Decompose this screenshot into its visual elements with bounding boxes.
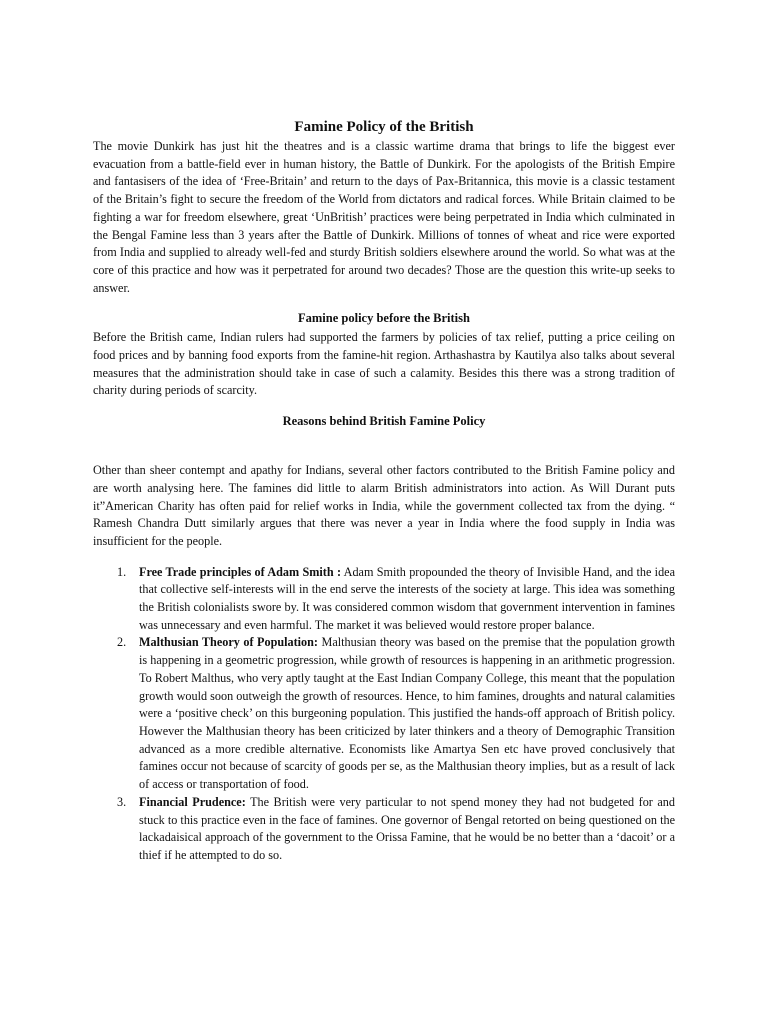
section-heading-before-british: Famine policy before the British xyxy=(298,311,470,326)
list-item-number: 3. xyxy=(117,794,127,809)
reasons-list xyxy=(93,564,675,865)
list-item-lead: Financial Prudence: xyxy=(139,794,246,809)
list-item xyxy=(93,794,675,865)
list-item-text: Malthusian theory was based on the premise that the population growth is happening in a geometric progression, while growth of resources is happening in an arithmetic progression. To Robert Malthus, who very aptly taught at the East Indian Company College, this meant that the population growth would soon outweigh the growth of resources. Hence, to him famines, droughts and natural calamities were a ‘positive check’ on this burgeoning population. This justified the hands-off approach of British policy. However the Malthusian theory has been criticized by later thinkers and a theory of Demographic Transition advanced as a more credible alternative. Economists like Amartya Sen etc have proved conclusively that famines occur not because of scarcity of goods per se, as the Malthusian theory implies, but as a result of lack of access or transportation of food. xyxy=(139,635,675,792)
section-heading-reasons: Reasons behind British Famine Policy xyxy=(282,414,486,429)
document-title: Famine Policy of the British xyxy=(294,119,474,135)
list-item-lead: Free Trade principles of Adam Smith : xyxy=(139,564,342,579)
section-before-british-paragraph: Before the British came, Indian rulers had supported the farmers by policies of tax relief, putting a price ceiling on food prices and by banning food exports from the famine-hit region. Arthashastra by Kautilya also talks about several measures that the administration should take in case of such a calamity. Besides this there was a strong tradition of charity during periods of scarcity. xyxy=(93,330,675,398)
section-reasons-paragraph: Other than sheer contempt and apathy for Indians, several other factors contributed to the British Famine policy and are worth analysing here. The famines did little to alarm British administrators into action. As Will Durant puts it”American Charity has often paid for relief works in India, while the government collected tax from the dying. “ Ramesh Chandra Dutt similarly argues that there was never a year in India where the food supply in India was insufficient for the people. xyxy=(93,463,675,548)
list-item-text: Adam Smith propounded the theory of Invisible Hand, and the idea that collective self-interests will in the end serve the interests of the society at large. This idea was something the British colonialists swore by. It was considered common wisdom that government intervention in famines was unnecessary and even harmful. The market it was believed would restore proper balance. xyxy=(139,564,675,632)
list-item xyxy=(93,564,675,635)
list-item-text: The British were very particular to not spend money they had not budgeted for and stuck to this practice even in the face of famines. One governor of Bengal retorted on being questioned on the lackadaisical approach of the government to the Orissa Famine, that he would be no better than a ‘dacoit’ or a thief if he attempted to do so. xyxy=(139,794,675,862)
list-item xyxy=(93,634,675,793)
list-item-number: 1. xyxy=(117,564,127,579)
intro-paragraph: The movie Dunkirk has just hit the theatres and is a classic wartime drama that brings to life the biggest ever evacuation from a battle-field ever in human history, the Battle of Dunkirk. For the apologists of the British Empire and fantasisers of the idea of ‘Free-Britain’ and return to the days of Pax-Britannica, this movie is a classic testament of the Britain’s fight to secure the freedom of the World from dictators and radical forces. While Britain claimed to be fighting a war for freedom elsewhere, great ‘UnBritish’ practices were being perpetrated in India which culminated in the Bengal Famine less than 3 years after the Battle of Dunkirk. Millions of tonnes of wheat and rice were exported from India and supplied to already well-fed and sturdy British soldiers elsewhere around the world. So what was at the core of this practice and how was it perpetrated for around two decades? Those are the question this write-up seeks to answer. xyxy=(93,139,675,295)
list-item-number: 2. xyxy=(117,635,127,650)
list-item-lead: Malthusian Theory of Population: xyxy=(139,635,318,650)
